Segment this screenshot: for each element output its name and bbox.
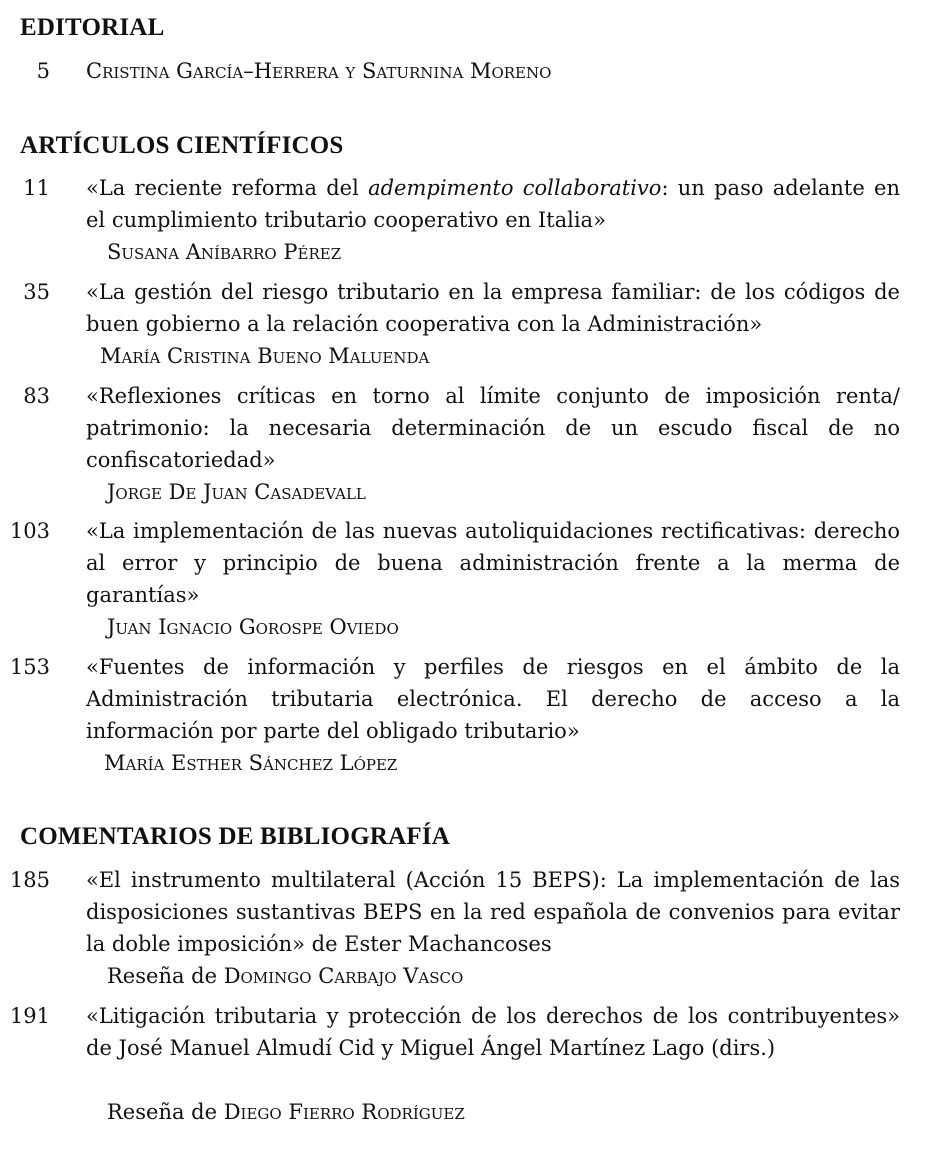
review-title: «Litigación tributaria y protección de los derechos de los contribuyentes» de José Manuel Almudí Cid y Miguel Ángel Martínez Lago (dirs.) <box>86 1004 900 1060</box>
section-heading-articulos: ARTÍCULOS CIENTÍFICOS <box>20 132 344 159</box>
editorial-authors: Cristina García–Herrera y Saturnina Moreno <box>86 59 552 83</box>
review-prefix: Reseña de <box>107 964 224 988</box>
page-number: 11 <box>23 176 50 200</box>
title-part: : un paso adelante en el cumplimiento tributario cooperativo en Italia» <box>86 176 900 232</box>
article-title: «Fuentes de información y perfiles de riesgos en el ámbito de la Administración tributaria electrónica. El derecho de acceso a la información por parte del obligado tributario» <box>86 655 900 743</box>
article-title: «La implementación de las nuevas autoliquidaciones rectificativas: derecho al error y principio de buena administración frente a la merma de garantías» <box>86 519 900 607</box>
section-heading-bibliografia: COMENTARIOS DE BIBLIOGRAFÍA <box>20 823 450 850</box>
page-number: 191 <box>9 1004 50 1028</box>
article-title: «La gestión del riesgo tributario en la empresa familiar: de los códigos de buen gobierno a la relación cooperativa con la Administración» <box>86 280 900 336</box>
article-title <box>86 172 900 236</box>
page-number: 185 <box>9 868 50 892</box>
article-author: María Esther Sánchez López <box>104 751 398 775</box>
article-author: Susana Aníbarro Pérez <box>107 240 342 264</box>
article-author: Jorge De Juan Casadevall <box>107 480 366 504</box>
article-author: Juan Ignacio Gorospe Oviedo <box>107 615 399 639</box>
title-part: «La reciente reforma del <box>86 176 369 200</box>
reviewer-name: Domingo Carbajo Vasco <box>223 964 464 988</box>
title-italic-part: adempimento collaborativo <box>368 176 662 200</box>
page-number: 5 <box>36 59 50 83</box>
page-number: 153 <box>9 655 50 679</box>
article-author: María Cristina Bueno Maluenda <box>100 344 430 368</box>
review-author <box>107 1098 465 1126</box>
review-author <box>107 962 463 990</box>
review-title: «El instrumento multilateral (Acción 15 BEPS): La implementación de las disposiciones sustantivas BEPS en la red española de convenios para evitar la doble imposición» de Ester Machancoses <box>86 868 900 956</box>
page-number: 83 <box>23 384 50 408</box>
review-prefix: Reseña de <box>107 1100 224 1124</box>
section-heading-editorial: EDITORIAL <box>20 14 165 41</box>
article-title: «Reflexiones críticas en torno al límite conjunto de imposición renta/ patrimonio: la necesaria determinación de un escudo fiscal de no confiscatoriedad» <box>86 384 900 472</box>
page-number: 103 <box>9 519 50 543</box>
page-number: 35 <box>23 280 50 304</box>
reviewer-name: Diego Fierro Rodríguez <box>223 1100 465 1124</box>
